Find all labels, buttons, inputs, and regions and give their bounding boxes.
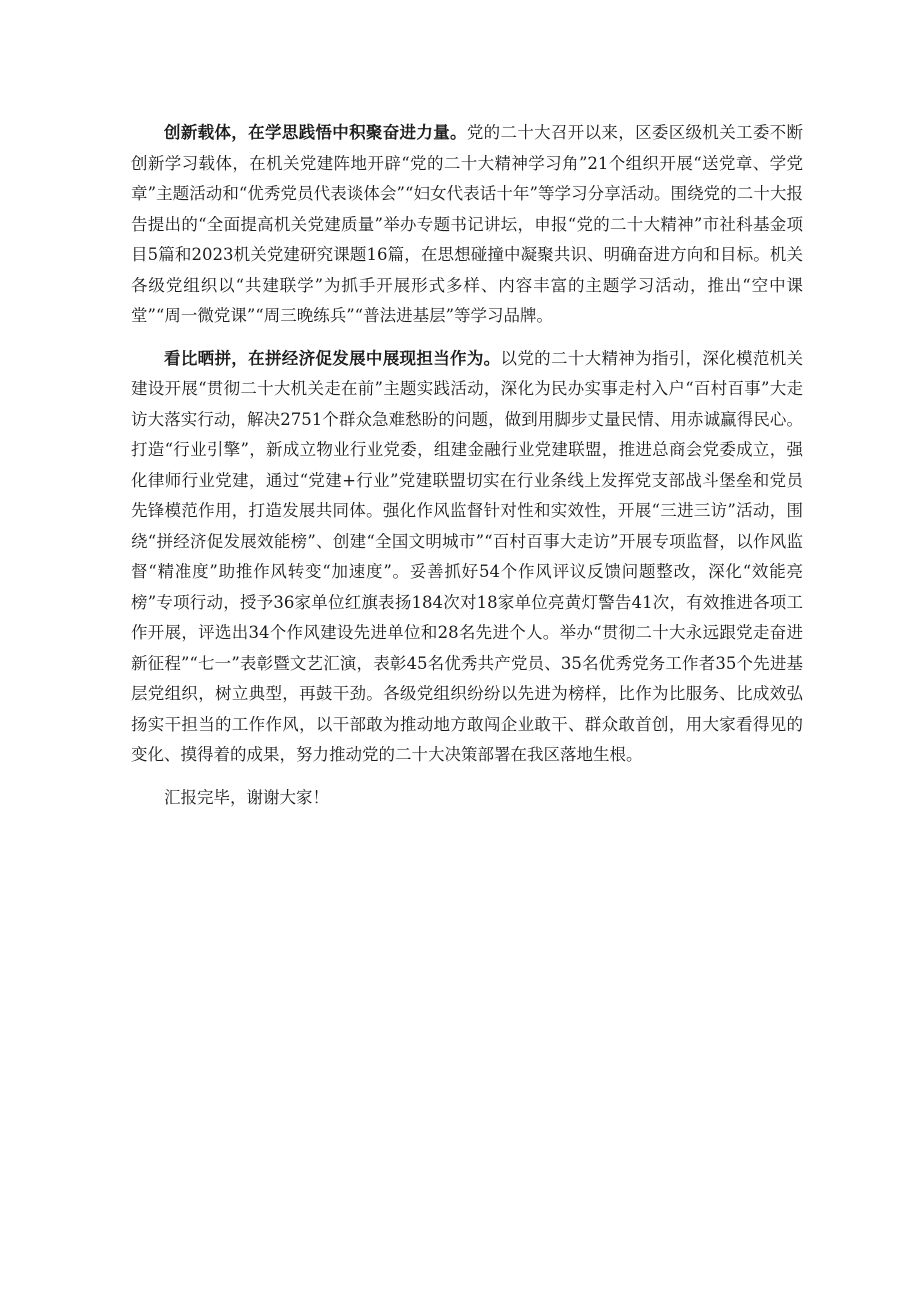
paragraph-text: 以党的二十大精神为指引，深化模范机关建设开展“贯彻二十大机关走在前”主题实践活动，深化为民办实事走村入户“百村百事”大走访大落实行动，解决2751个群众急难愁盼的问题，做到用脚步丈量民情、用赤诚赢得民心。打造“行业引擎”，新成立物业行业党委，组建金融行业党建联盟，推进总商会党委成立，强化律师行业党建，通过“党建+行业”党建联盟切实在行业条线上发挥党支部战斗堡垒和党员先锋模范作用，打造发展共同体。强化作风监督针对性和实效性，开展“三进三访”活动，围绕“拼经济促发展效能榜”、创建“全国文明城市”“百村百事大走访”开展专项监督，以作风监督“精准度”助推作风转变“加速度”。妥善抓好54个作风评议反馈问题整改，深化“效能亮榜”专项行动，授予36家单位红旗表扬184次对18家单位亮黄灯警告41次，有效推进各项工作开展，评选出34个作风建设先进单位和28名先进个人。举办“贯彻二十大永远跟党走奋进新征程”“七一”表彰暨文艺汇演，表彰45名优秀共产党员、35名优秀党务工作者35个先进基层党组织，树立典型，再鼓干劲。各级党组织纷纷以先进为榜样，比作为比服务、比成效弘扬实干担当的工作作风，以干部敢为推动地方敢闯企业敢干、群众敢首创，用大家看得见的变化、摸得着的成果，努力推动党的二十大决策部署在我区落地生根。 [131,348,804,764]
paragraph-heading: 看比晒拼，在拼经济促发展中展现担当作为。 [164,348,501,368]
document-body [131,118,803,825]
paragraph-innovation [131,118,803,332]
paragraph-performance [131,344,803,771]
paragraph-heading: 创新载体，在学思践悟中积聚奋进力量。 [164,123,467,142]
paragraph-text: 汇报完毕，谢谢大家！ [164,787,329,807]
paragraph-closing [131,783,803,814]
paragraph-text: 党的二十大召开以来，区委区级机关工委不断创新学习载体，在机关党建阵地开辟“党的二十大精神学习角”21个组织开展“送党章、学党章”主题活动和“优秀党员代表谈体会”“妇女代表话十年”等学习分享活动。围绕党的二十大报告提出的“全面提高机关党建质量”举办专题书记讲坛，申报“党的二十大精神”市社科基金项目5篇和2023机关党建研究课题16篇，在思想碰撞中凝聚共识、明确奋进方向和目标。机关各级党组织以“共建联学”为抓手开展形式多样、内容丰富的主题学习活动，推出“空中课堂”“周一微党课”“周三晚练兵”“普法进基层”等学习品牌。 [131,123,804,325]
